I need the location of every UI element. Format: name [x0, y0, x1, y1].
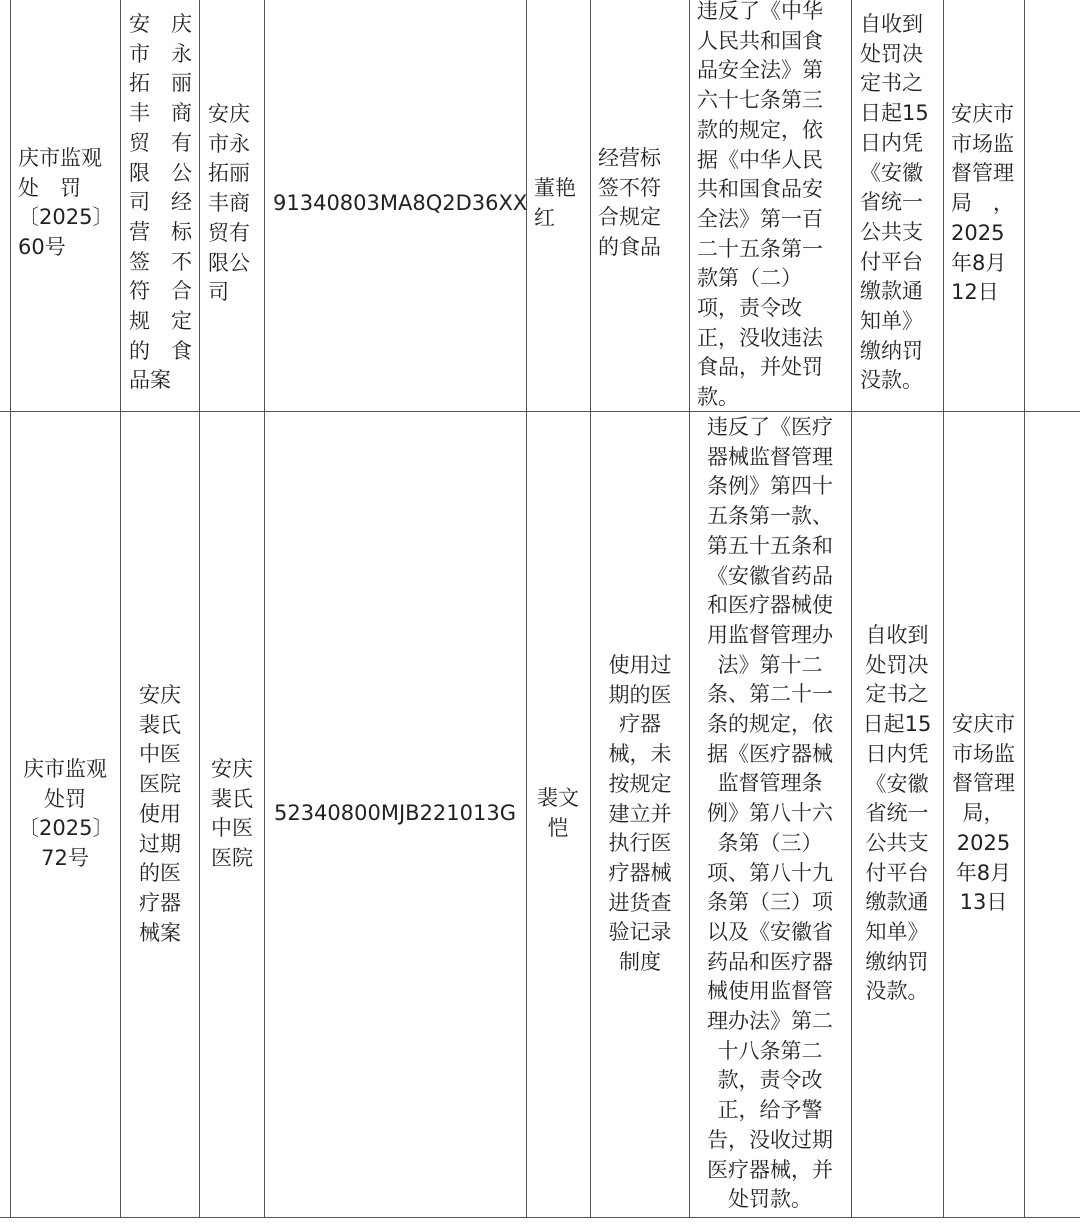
- legal-representative: 董艳 红: [534, 176, 576, 230]
- party-name: 安庆 市永 拓丽 丰商 贸有 限公 司: [208, 102, 250, 305]
- grid-line: [590, 0, 591, 1218]
- grid-line: [689, 0, 690, 1218]
- violation-type: 使用过 期的医 疗器 械，未 按规定 建立并 执行医 疗器械 进货查 验记录 制度: [608, 653, 672, 975]
- payment-method: 自收到 处罚决 定书之 日起15 日内凭 《安徽 省统一 公共支 付平台 缴款通 知单》 缴纳罚 没款。: [862, 623, 932, 1004]
- grid-line: [0, 411, 1080, 412]
- violation-type: 经营标 签不符 合规定 的食品: [598, 146, 661, 260]
- case-number: 庆市监观 处 罚 〔2025〕 60号: [18, 146, 114, 260]
- grid-line: [10, 0, 11, 1218]
- case-number: 庆市监观 处罚 〔2025〕 72号: [18, 757, 114, 871]
- penalty-content: 违反了《医疗 器械监督管理 条例》第四十 五条第一款、 第五十五条和 《安徽省药品 和医疗器械使 用监督管理办 法》第十二 条、第二十一 条的规定，依 据《医疗器械 监督管理条 例》第八十六 条第（三） 项、第八十九 条第（三）项 以及《安徽省 药品和医疗器 械使用监督管 理办法》第二 十八条第二 款，责令改 正，给予警 告，没收过期 医疗器械，并 处罚款。: [707, 415, 833, 1212]
- grid-line: [264, 0, 265, 1218]
- grid-line: [199, 0, 200, 1218]
- credit-code: 52340800MJB221013G: [273, 801, 517, 825]
- grid-line: [120, 0, 121, 1218]
- authority-and-date: 安庆市 市场监 督管理 局， 2025 年8月 13日: [952, 712, 1015, 915]
- case-name: 安庆 裴氏 中医 医院 使用 过期 的医 疗器 械案: [139, 683, 181, 945]
- grid-line: [526, 0, 527, 1218]
- grid-line: [943, 0, 944, 1218]
- credit-code: 91340803MA8Q2D36XX: [273, 191, 528, 215]
- payment-method: 自收到 处罚决 定书之 日起15 日内凭 《安徽 省统一 公共支 付平台 缴款通 知单》 缴纳罚 没款。: [860, 12, 929, 393]
- grid-line: [1024, 0, 1025, 1218]
- authority-and-date: 安庆市 市场监 督管理 局 ， 2025 年8月 12日: [951, 102, 1014, 305]
- legal-representative: 裴文 恺: [537, 786, 579, 840]
- penalty-content: 违反了《中华 人民共和国食 品安全法》第 六十七条第三 款的规定，依 据《中华人民 共和国食品安 全法》第一百 二十五条第一 款第（二） 项，责令改 正，没收违法 食品，并处罚 款。: [697, 0, 823, 410]
- case-name: 安 庆 市 永 拓 丽 丰 商 贸 有 限 公 司 经 营 标 签 不 符 合 规 定 的 食 品案: [129, 12, 192, 393]
- party-name: 安庆 裴氏 中医 医院: [211, 757, 253, 871]
- grid-line: [0, 1217, 1080, 1218]
- grid-line: [851, 0, 852, 1218]
